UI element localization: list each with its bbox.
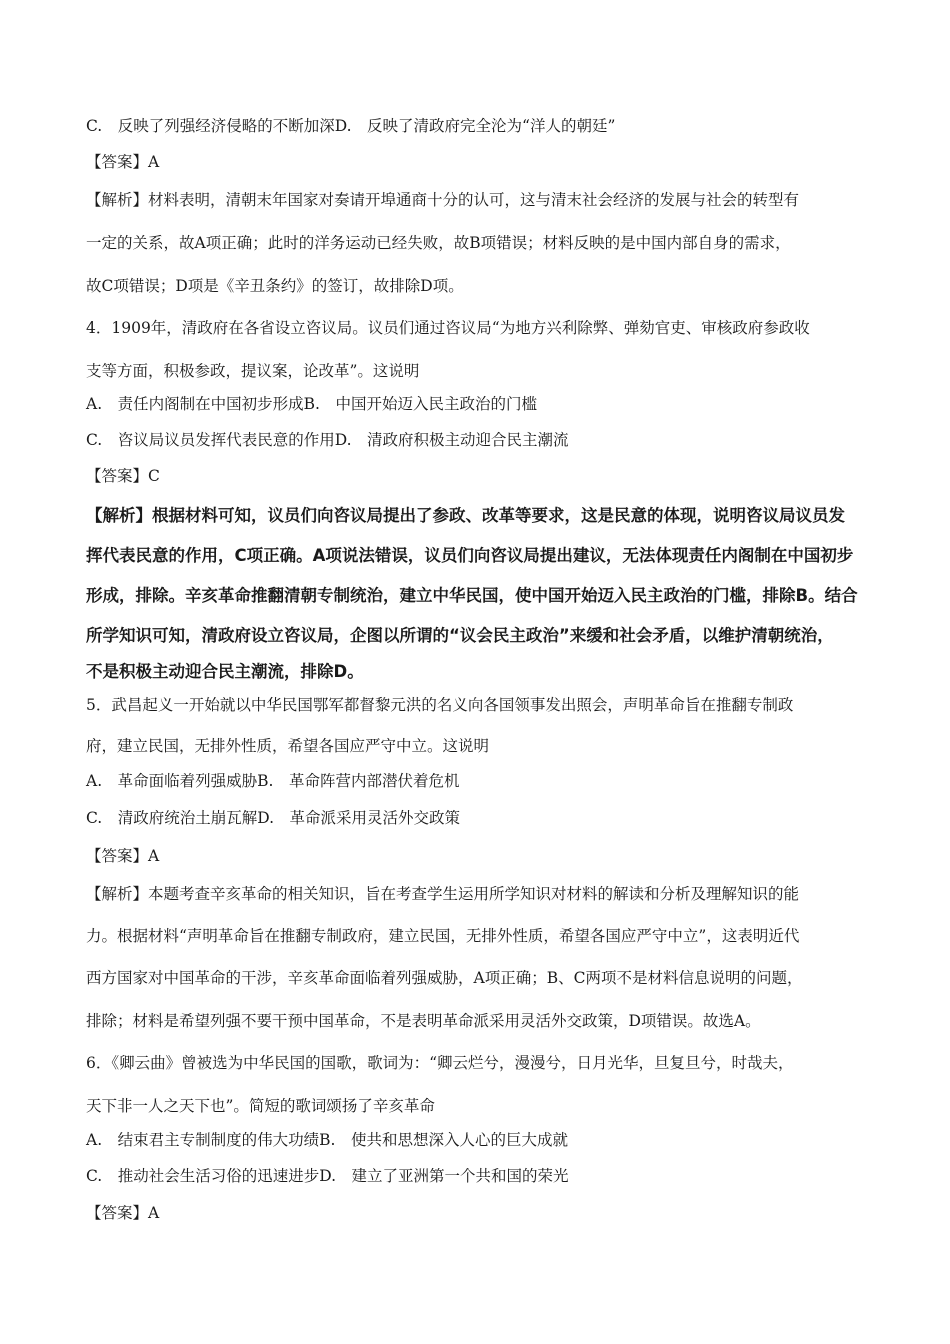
q4-stem-line-2: 支等方面，积极参政，提议案，论改革”。这说明 [86, 362, 420, 380]
q3-analysis-line-3: 故C项错误；D项是《辛丑条约》的签订，故排除D项。 [86, 277, 464, 295]
q3-analysis-line-2: 一定的关系，故A项正确；此时的洋务运动已经失败，故B项错误；材料反映的是中国内部自身的需求， [86, 234, 791, 252]
q5-options-cd: C. 清政府统治土崩瓦解D. 革命派采用灵活外交政策 [86, 809, 461, 827]
q4-analysis-line-2: 挥代表民意的作用，C项正确。A项说法错误，议员们向咨议局提出建议，无法体现责任内阁制在中国初步 [86, 546, 854, 565]
q3-answer: 【答案】A [86, 153, 160, 171]
q5-stem-line-2: 府，建立民国，无排外性质，希望各国应严守中立。这说明 [86, 737, 490, 755]
q6-options-cd: C. 推动社会生活习俗的迅速进步D. 建立了亚洲第一个共和国的荣光 [86, 1167, 569, 1185]
q6-stem-line-1: 6．《卿云曲》曾被选为中华民国的国歌，歌词为：“卿云烂兮，漫漫兮，日月光华，旦复旦兮，时哉夫， [86, 1054, 794, 1072]
q6-stem-line-2: 天下非一人之天下也”。简短的歌词颂扬了辛亥革命 [86, 1097, 435, 1115]
q4-analysis-line-3: 形成，排除。辛亥革命推翻清朝专制统治，建立中华民国，使中国开始迈入民主政治的门槛，排除B。结合 [86, 586, 858, 605]
q4-options-cd: C. 咨议局议员发挥代表民意的作用D. 清政府积极主动迎合民主潮流 [86, 431, 569, 449]
q5-analysis-line-3: 西方国家对中国革命的干涉，辛亥革命面临着列强威胁，A项正确；B、C两项不是材料信息说明的问题， [86, 969, 803, 987]
q4-stem-line-1: 4．1909年，清政府在各省设立咨议局。议员们通过咨议局“为地方兴利除弊、弹劾官吏、审核政府参政收 [86, 319, 810, 337]
q3-options-cd: C. 反映了列强经济侵略的不断加深D. 反映了清政府完全沦为“洋人的朝廷” [86, 117, 616, 135]
q5-options-ab: A. 革命面临着列强威胁B. 革命阵营内部潜伏着危机 [86, 772, 460, 790]
q5-answer: 【答案】A [86, 847, 160, 865]
q3-analysis-line-1: 【解析】材料表明，清朝末年国家对奏请开埠通商十分的认可，这与清末社会经济的发展与社会的转型有 [86, 191, 800, 209]
q5-analysis-line-1: 【解析】本题考查辛亥革命的相关知识，旨在考查学生运用所学知识对材料的解读和分析及理解知识的能 [86, 885, 800, 903]
q5-analysis-line-4: 排除；材料是希望列强不要干预中国革命，不是表明革命派采用灵活外交政策，D项错误。故选A。 [86, 1012, 761, 1030]
q5-analysis-line-2: 力。根据材料“声明革命旨在推翻专制政府，建立民国，无排外性质，希望各国应严守中立”，这表明近代 [86, 927, 800, 945]
q4-options-ab: A. 责任内阁制在中国初步形成B. 中国开始迈入民主政治的门槛 [86, 395, 537, 413]
q4-analysis-line-5: 不是积极主动迎合民主潮流，排除D。 [86, 662, 364, 681]
q6-options-ab: A. 结束君主专制制度的伟大功绩B. 使共和思想深入人心的巨大成就 [86, 1131, 568, 1149]
q5-stem-line-1: 5．武昌起义一开始就以中华民国鄂军都督黎元洪的名义向各国领事发出照会，声明革命旨在推翻专制政 [86, 696, 794, 714]
q4-analysis-line-4: 所学知识可知，清政府设立咨议局，企图以所谓的“议会民主政治”来缓和社会矛盾，以维护清朝统治， [86, 626, 834, 645]
q6-answer: 【答案】A [86, 1204, 160, 1222]
q4-analysis-line-1: 【解析】根据材料可知，议员们向咨议局提出了参政、改革等要求，这是民意的体现，说明咨议局议员发 [86, 506, 845, 525]
q4-answer: 【答案】C [86, 467, 160, 485]
